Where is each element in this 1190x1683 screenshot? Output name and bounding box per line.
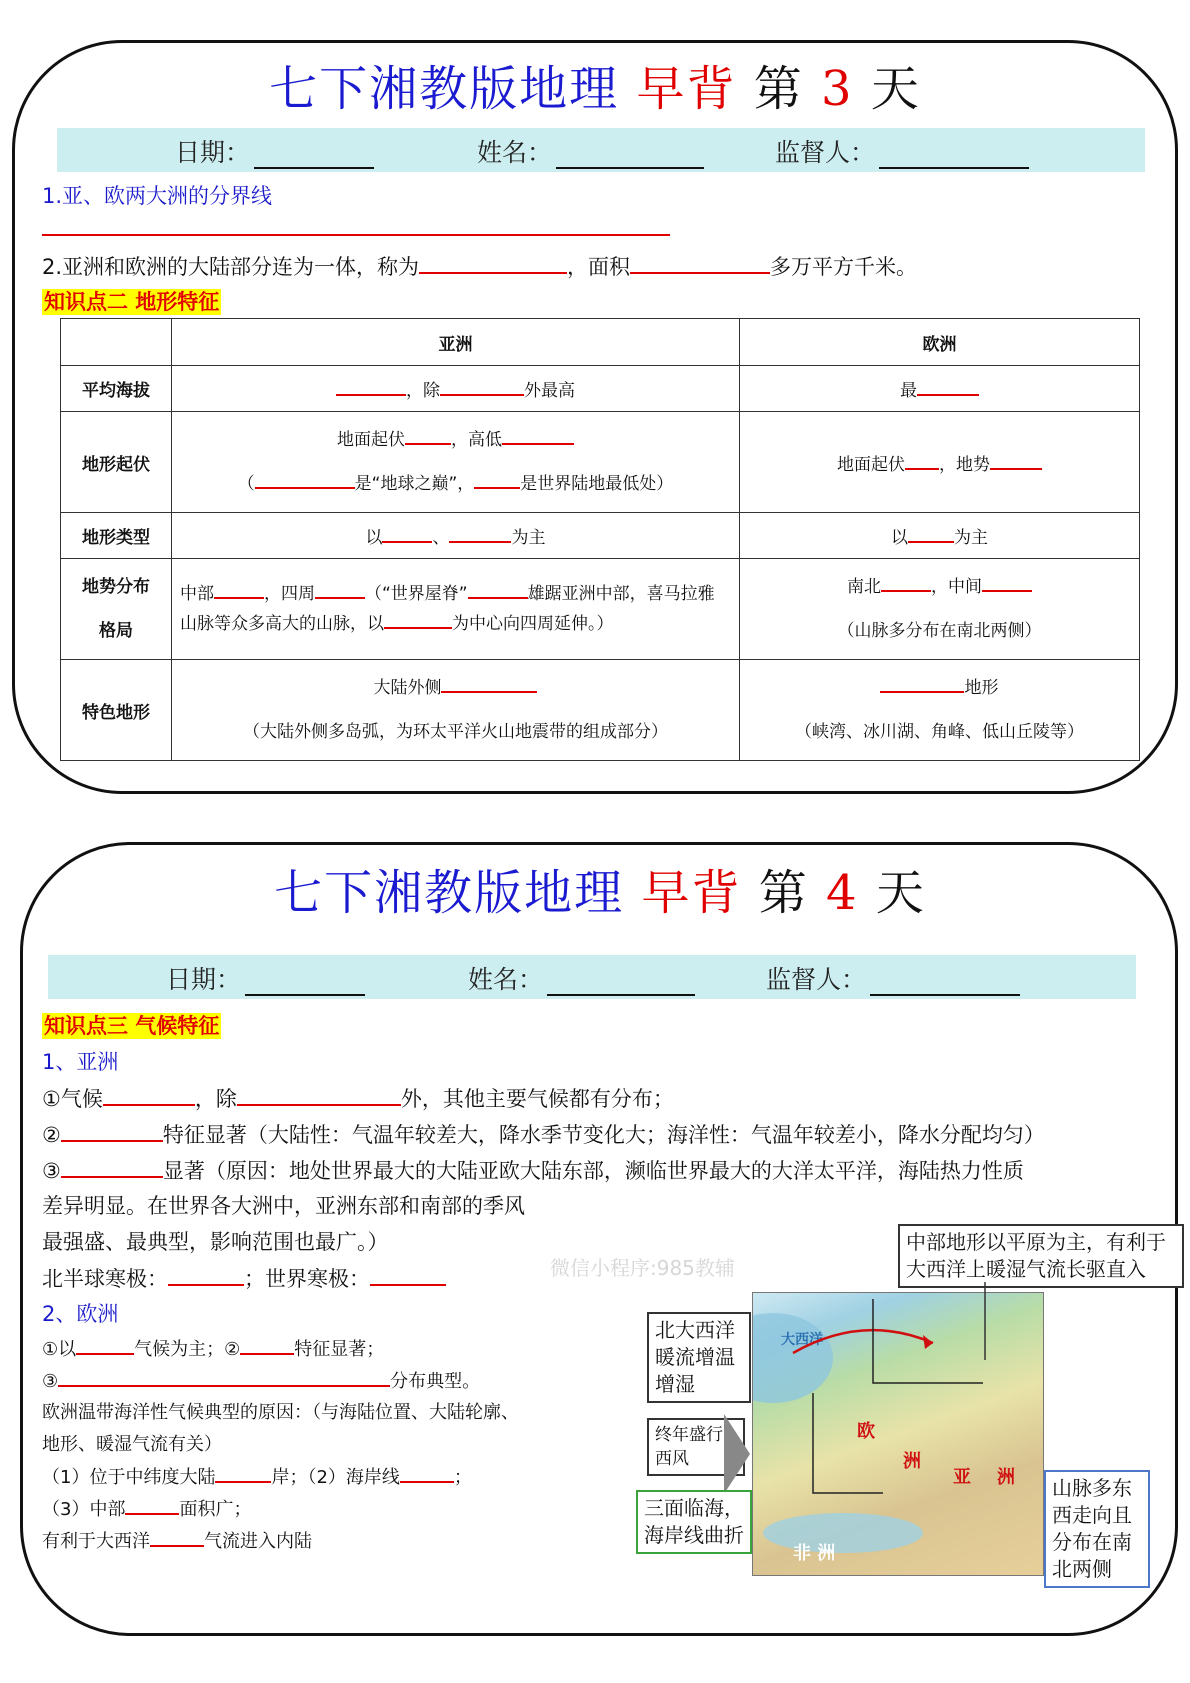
question-2: 2.亚洲和欧洲的大陆部分连为一体，称为 ，面积 多万平方千米。 [42, 250, 917, 281]
table-row: 特色地形 大陆外侧 （大陆外侧多岛弧，为环太平洋火山地震带的组成部分） 地形 （峡湾、冰川湖、角峰、低山丘陵等） [61, 660, 1140, 761]
europe-line-4: 地形、暖湿气流有关） [42, 1434, 222, 1455]
current-arrowhead [923, 1335, 933, 1349]
table-header-row [61, 319, 1140, 366]
table-row: 地势分布 格局 中部 ，四周 （“世界屋脊” 雄踞亚洲中部，喜马拉雅山脉等众多高大的山脉，以 为中心向四周延伸。） 南北 ，中间 （山脉多分布在南北两侧） [61, 559, 1140, 660]
map-label-africa: 非 洲 [793, 1543, 836, 1564]
name-field[interactable]: 姓名： [477, 133, 704, 169]
card1-info-bar [57, 128, 1145, 172]
supervisor-field[interactable]: 监督人： [775, 133, 1029, 169]
asia-line-5: 最强盛、最典型，影响范围也最广。） [42, 1230, 389, 1254]
callout-mountains: 山脉多东西走向且分布在南北两侧 [1044, 1470, 1150, 1588]
supervisor-field[interactable]: 监督人： [766, 960, 1020, 996]
europe-line-1: ①以 气候为主；② 特征显著； [42, 1334, 384, 1361]
map-label-asia-2: 洲 [997, 1467, 1015, 1488]
question-1-answer-line[interactable] [42, 218, 670, 236]
callout-westerlies: 终年盛行西风 [647, 1418, 745, 1476]
europe-line-2: ③ 分布典型。 [42, 1366, 480, 1393]
callout-coastline: 三面临海，海岸线曲折 [636, 1490, 752, 1554]
section-heading-climate: 知识点三 气候特征 [44, 1014, 220, 1038]
column-europe: 欧洲 [739, 319, 1139, 366]
callout-central-plains: 中部地形以平原为主，有利于大西洋上暖湿气流长驱直入 [898, 1224, 1184, 1288]
name-field[interactable]: 姓名： [468, 960, 695, 996]
europe-line-7: 有利于大西洋 气流进入内陆 [42, 1526, 312, 1553]
map-label-europe-1: 欧 [857, 1421, 875, 1442]
card1-title: 七下湘教版地理 早背 第 3 天 [269, 61, 921, 117]
europe-line-5: （1）位于中纬度大陆 岸；（2）海岸线 ； [42, 1462, 472, 1489]
westerly-arrow-icon [724, 1414, 750, 1494]
callout-connector-left [813, 1393, 883, 1493]
asia-line-1: ①气候 ，除 外，其他主要气候都有分布； [42, 1082, 674, 1113]
column-asia: 亚洲 [171, 319, 739, 366]
callout-pointer-top [970, 1282, 1000, 1362]
europe-line-6: （3）中部 面积广； [42, 1494, 251, 1521]
table-row: 地形类型 以 、 为主 以 为主 [61, 513, 1140, 559]
asia-line-2: ② 特征显著（大陆性：气温年较差大，降水季节变化大；海洋性：气温年较差小，降水分配均匀） [42, 1118, 1045, 1149]
date-field[interactable]: 日期： [166, 960, 365, 996]
current-arrow [793, 1330, 933, 1353]
asia-line-4: 差异明显。在世界各大洲中，亚洲东部和南部的季风 [42, 1194, 525, 1218]
asia-line-6: 北半球寒极： ；世界寒极： [42, 1262, 446, 1293]
card2-title: 七下湘教版地理 早背 第 4 天 [274, 865, 926, 921]
asia-heading: 1、亚洲 [42, 1050, 119, 1074]
watermark: 微信小程序:985教辅 [550, 1256, 735, 1280]
section-heading-terrain: 知识点二 地形特征 [44, 290, 220, 314]
card2-info-bar [48, 955, 1136, 999]
map-label-asia-1: 亚 [953, 1467, 971, 1488]
terrain-table [60, 318, 1140, 761]
europe-map [752, 1292, 1044, 1576]
question-1: 1.亚、欧两大洲的分界线 [42, 184, 273, 208]
table-row: 地形起伏 地面起伏 ，高低 （ 是“地球之巅”， 是世界陆地最低处） 地面起伏 ，地势 [61, 412, 1140, 513]
date-field[interactable]: 日期： [175, 133, 374, 169]
table-row: 平均海拔 ，除 外最高 最 [61, 366, 1140, 412]
asia-line-3: ③ 显著（原因：地处世界最大的大陆亚欧大陆东部，濒临世界最大的大洋太平洋，海陆热力性质 [42, 1154, 1024, 1185]
map-label-atlantic: 大西洋 [781, 1332, 823, 1348]
map-label-europe-2: 洲 [903, 1451, 921, 1472]
callout-atlantic-current: 北大西洋暖流增温增湿 [647, 1312, 751, 1403]
europe-line-3: 欧洲温带海洋性气候典型的原因：（与海陆位置、大陆轮廓、 [42, 1402, 519, 1423]
europe-heading: 2、欧洲 [42, 1302, 119, 1326]
